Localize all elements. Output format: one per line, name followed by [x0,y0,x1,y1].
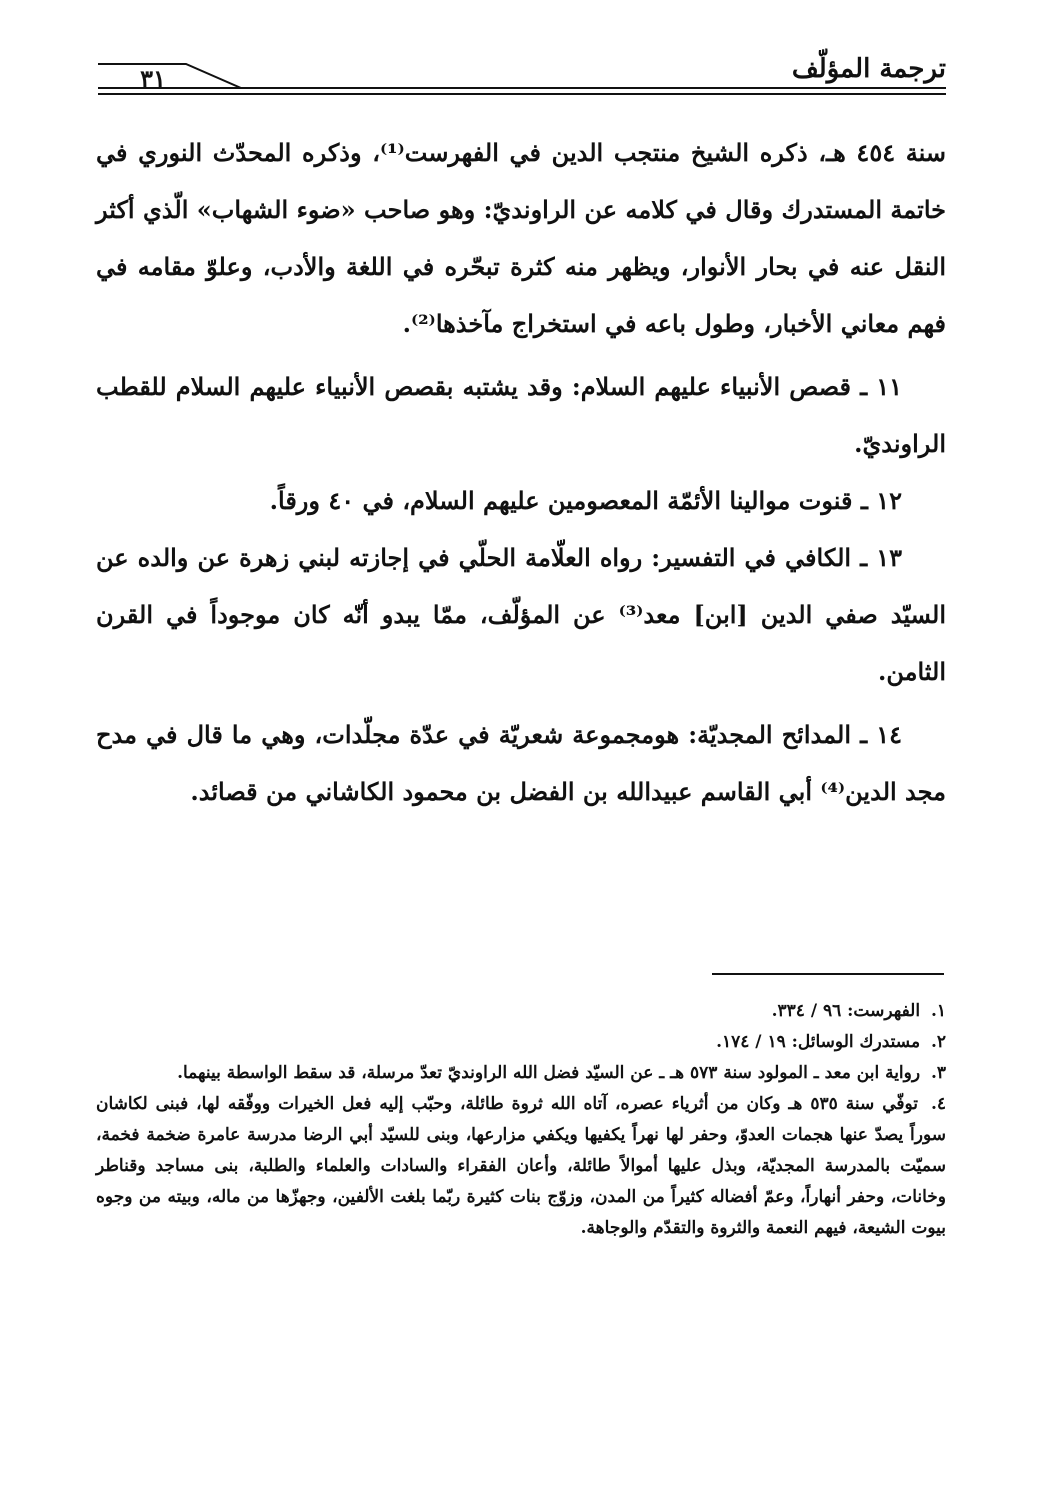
paragraph-item-12: ١٢ ـ قنوت موالينا الأئمّة المعصومين عليهم السلام، في ٤٠ ورقاً. [269,486,902,515]
page-header [96,44,946,104]
footnote-4 [96,1089,946,1244]
paragraph-item-11: ١١ ـ قصص الأنبياء عليهم السلام: وقد يشتبه بقصص الأنبياء عليهم السلام للقطب الراونديّ. [96,372,946,458]
footnote-separator [712,973,944,975]
main-text [96,124,946,820]
footnote-number: ٢. [930,1032,946,1052]
paragraph-item-14: ١٤ ـ المدائح المجديّة: هومجموعة شعريّة في عدّة مجلّدات، وهي ما قال في مدح مجد الدين⁽⁴⁾ أبي القاسم عبيدالله بن الفضل بن محمود الكاشاني من قصائد. [96,720,946,806]
page-number: ٣١ [140,64,166,93]
footnote-text: الفهرست: ٩٦ / ٣٣٤. [771,1001,921,1021]
footnote-1 [96,996,946,1027]
footnote-number: ٣. [930,1063,946,1083]
paragraph-item-13: ١٣ ـ الكافي في التفسير: رواه العلّامة الحلّي في إجازته لبني زهرة عن والده عن السيّد صفي الدين [ابن] معد⁽³⁾ عن المؤلّف، ممّا يبدو أنّه كان موجوداً في القرن الثامن. [96,543,946,686]
footnote-text: توفّي سنة ٥٣٥ هـ وكان من أثرياء عصره، آتاه الله ثروة طائلة، وحبّب إليه فعل الخيرات ووفّقه لها، فبنى لكاشان سوراً يصدّ عنها هجمات العدوّ، وحفر لها نهراً يكفيها ويكفي مزارعها، وبنى للسيّد أبي الرضا مدرسة عامرة ضخمة فخمة، سميّت بالمدرسة المجديّة، وبذل عليها أموالاً طائلة، وأعان الفقراء والسادات والعلماء والطلبة، بنى مساجد وقناطر وخانات، وحفر أنهاراً، وعمّ أفضاله كثيراً من المدن، وزوّج بنات كثيرة ربّما بلغت الألفين، وجهزّها من ماله، وبيته من وجوه بيوت الشيعة، فيهم النعمة والثروة والتقدّم والوجاهة. [96,1094,946,1238]
footnote-number: ٤. [930,1094,946,1114]
paragraph-1: سنة ٤٥٤ هـ، ذكره الشيخ منتجب الدين في الفهرست⁽¹⁾، وذكره المحدّث النوري في خاتمة المستدرك وقال في كلامه عن الراونديّ: وهو صاحب «ضوء الشهاب» الّذي أكثر النقل عنه في بحار الأنوار، ويظهر منه كثرة تبحّره في اللغة والأدب، وعلوّ مقامه في فهم معاني الأخبار، وطول باعه في استخراج مآخذها⁽²⁾. [96,138,946,338]
running-title: ترجمة المؤلّف [791,54,946,84]
footnotes [96,996,946,1244]
footnote-text: مستدرك الوسائل: ١٩ / ١٧٤. [716,1032,921,1052]
footnote-2 [96,1027,946,1058]
footnote-3 [96,1058,946,1089]
footnote-number: ١. [930,1001,946,1021]
footnote-text: رواية ابن معد ـ المولود سنة ٥٧٣ هـ ـ عن السيّد فضل الله الراونديّ تعدّ مرسلة، قد سقط الواسطة بينهما. [177,1063,921,1083]
